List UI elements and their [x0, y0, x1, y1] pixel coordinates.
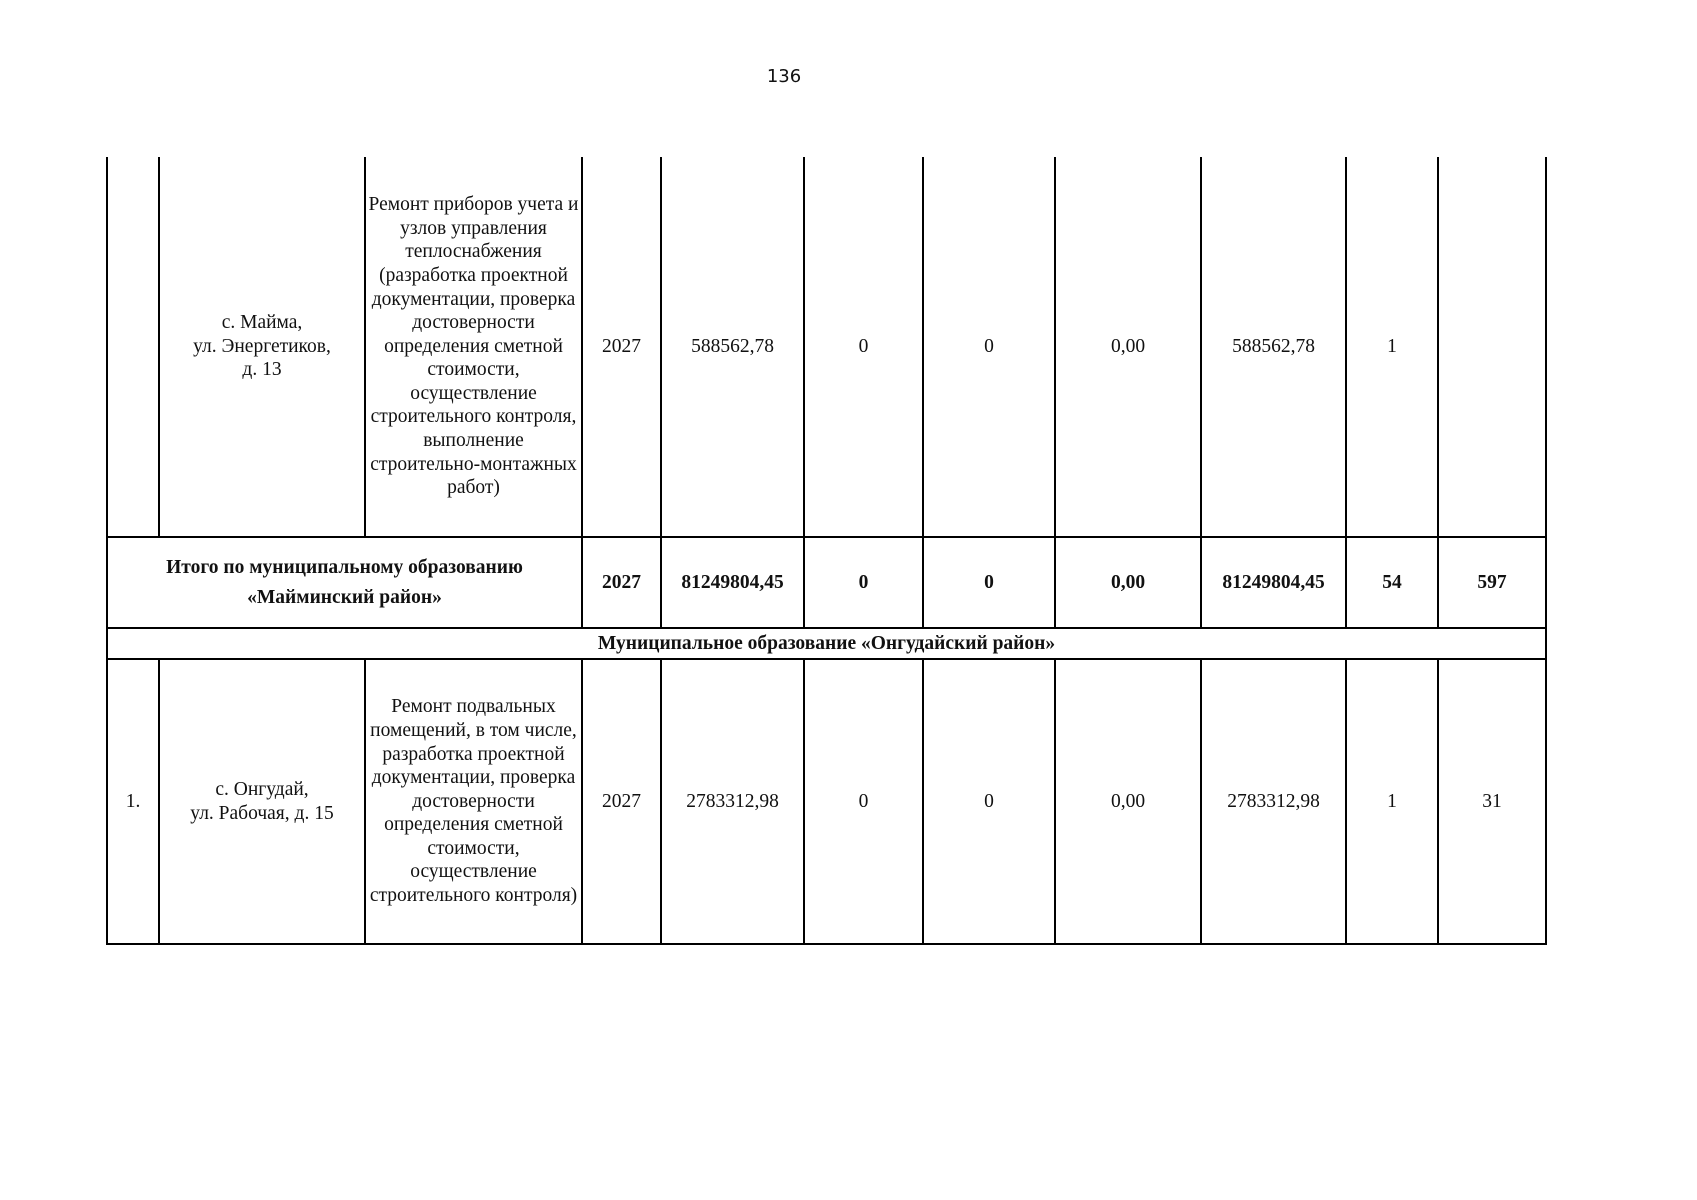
total-cost-cell: 81249804,45 [661, 537, 804, 628]
funding-cell: 0 [923, 157, 1055, 537]
work-description-cell: Ремонт подвальных помещений, в том числе, разработка проектной документации, проверка достоверности определения сметной стоимости, осуществление строительного контроля) [365, 659, 582, 944]
funding-cell: 0 [923, 659, 1055, 944]
table-row [107, 157, 1546, 537]
address-cell: с. Майма, ул. Энергетиков, д. 13 [159, 157, 365, 537]
year-cell: 2027 [582, 157, 661, 537]
section-heading-row [107, 628, 1546, 659]
page-number: 136 [766, 66, 802, 87]
work-description-cell: Ремонт приборов учета и узлов управления теплоснабжения (разработка проектной документации, проверка достоверности определения сметной стоимости, осуществление строительного контроля, выполнение строительно-монтажных работ) [365, 157, 582, 537]
capital-repair-table [106, 157, 1547, 945]
total-cost-cell: 588562,78 [661, 157, 804, 537]
total-row [107, 537, 1546, 628]
count-cell [1438, 157, 1546, 537]
row-number-cell [107, 157, 159, 537]
total-label: Итого по муниципальному образованию «Майминский район» [107, 537, 582, 628]
funding-cell: 81249804,45 [1201, 537, 1346, 628]
funding-cell: 0,00 [1055, 537, 1201, 628]
count-cell: 597 [1438, 537, 1546, 628]
funding-cell: 0 [804, 157, 923, 537]
row-number-cell: 1. [107, 659, 159, 944]
funding-cell: 0,00 [1055, 659, 1201, 944]
funding-cell: 0 [923, 537, 1055, 628]
year-cell: 2027 [582, 659, 661, 944]
count-cell: 54 [1346, 537, 1438, 628]
funding-cell: 588562,78 [1201, 157, 1346, 537]
section-heading: Муниципальное образование «Онгудайский район» [107, 628, 1546, 659]
total-cost-cell: 2783312,98 [661, 659, 804, 944]
table-row [107, 659, 1546, 944]
count-cell: 1 [1346, 659, 1438, 944]
address-cell: с. Онгудай, ул. Рабочая, д. 15 [159, 659, 365, 944]
funding-cell: 2783312,98 [1201, 659, 1346, 944]
count-cell: 1 [1346, 157, 1438, 537]
year-cell: 2027 [582, 537, 661, 628]
funding-cell: 0 [804, 537, 923, 628]
funding-cell: 0,00 [1055, 157, 1201, 537]
funding-cell: 0 [804, 659, 923, 944]
count-cell: 31 [1438, 659, 1546, 944]
